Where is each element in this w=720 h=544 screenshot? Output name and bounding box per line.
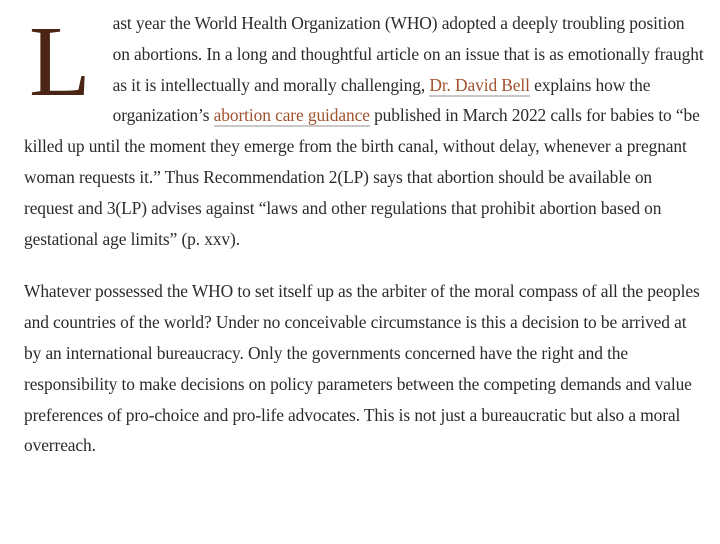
paragraph-1-text-c: published in March 2022 calls for babies to “be killed up until the moment they emerge from the birth canal, without delay, whenever a pregnant woman requests it.” Thus Recommendation 2(LP) says that abortion should be available on request and 3(LP) advises against “laws and other regulations that prohibit abortion based on gestational age limits” (p. xxv). — [24, 105, 700, 249]
paragraph-1-text-a: ast year the World Health Organization (WHO) adopted a deeply troubling position on abortions. In a long and thoughtful article on an issue that is as emotionally fraught as it is intellectually and morally challenging, — [112, 13, 704, 95]
paragraph-2: Whatever possessed the WHO to set itself up as the arbiter of the moral compass of all the peoples and countries of the world? Under no conceivable circumstance is this a decision to be arrived at by an international bureaucracy. Only the governments concerned have the right and the responsibility to make decisions on policy parameters between the competing demands and value preferences of pro-choice and pro-life advocates. This is not just a bureaucratic but also a moral overreach. — [24, 281, 700, 456]
paragraph-1-text-b: explains how the organization’s — [112, 74, 651, 126]
paragraph-1 — [24, 5, 704, 254]
abortion-care-guidance-link[interactable]: abortion care guidance — [213, 105, 370, 126]
drop-cap: L — [29, 5, 91, 117]
author-link[interactable]: Dr. David Bell — [429, 74, 530, 95]
article-body — [24, 5, 704, 461]
